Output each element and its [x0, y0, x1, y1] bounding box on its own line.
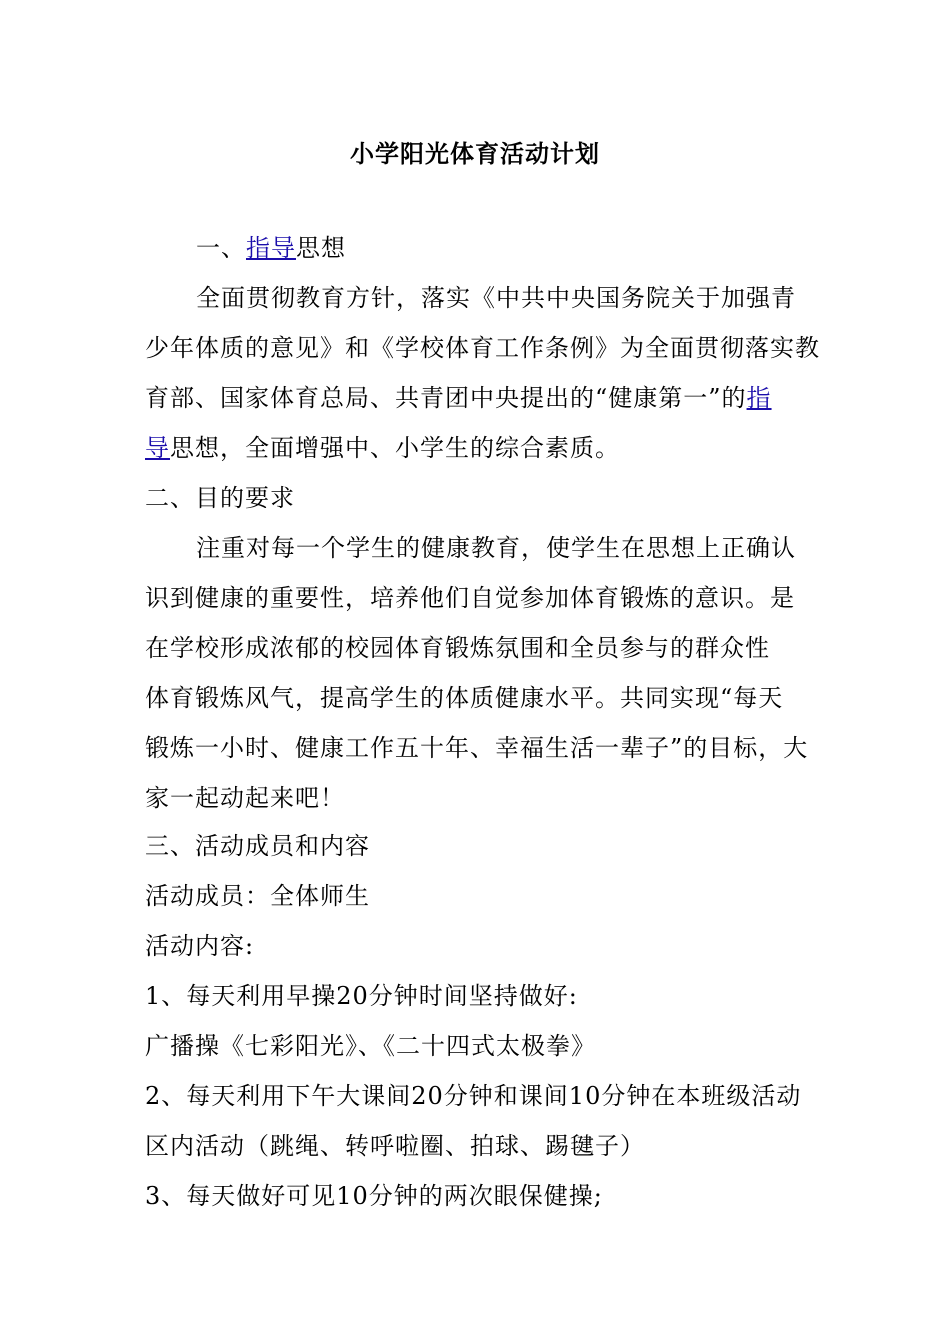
paragraph-line: [145, 382, 815, 414]
paragraph-line: 家一起动起来吧！: [145, 784, 345, 812]
list-item: 区内活动（跳绳、转呼啦圈、拍球、踢毽子）: [145, 1132, 645, 1160]
paragraph-line: 体育锻炼风气，提高学生的体质健康水平。共同实现“每天: [145, 684, 784, 712]
section-heading-text: 思想: [296, 234, 346, 262]
list-item: 2、每天利用下午大课间20分钟和课间10分钟在本班级活动: [145, 1082, 802, 1110]
section-number: 一、: [196, 234, 246, 262]
paragraph-line: 锻炼一小时、健康工作五十年、幸福生活一辈子”的目标，大: [145, 734, 809, 762]
guidance-link[interactable]: 指导: [246, 234, 296, 262]
list-item: 1、每天利用早操20分钟时间坚持做好:: [145, 982, 578, 1010]
paragraph-line: [145, 432, 815, 464]
guidance-link[interactable]: 指: [746, 384, 772, 412]
paragraph-text: 思想，全面增强中、小学生的综合素质。: [170, 434, 620, 462]
paragraph-line: 注重对每一个学生的健康教育，使学生在思想上正确认: [196, 534, 796, 562]
section-heading-members-content: 三、活动成员和内容: [145, 832, 370, 860]
paragraph-line: 识到健康的重要性，培养他们自觉参加体育锻炼的意识。是: [145, 584, 795, 612]
list-item: 3、每天做好可见10分钟的两次眼保健操;: [145, 1182, 603, 1210]
paragraph-text: 育部、国家体育总局、共青团中央提出的“健康第一”的: [145, 384, 747, 412]
paragraph-line: 在学校形成浓郁的校园体育锻炼氛围和全员参与的群众性: [145, 634, 770, 662]
content-label: 活动内容:: [145, 932, 255, 960]
members-line: 活动成员：全体师生: [145, 882, 370, 910]
paragraph-line: 全面贯彻教育方针，落实《中共中央国务院关于加强青: [196, 284, 796, 312]
paragraph-line: 少年体质的意见》和《学校体育工作条例》为全面贯彻落实教: [145, 334, 820, 362]
list-item: 广播操《七彩阳光》、《二十四式太极拳》: [145, 1032, 596, 1060]
section-heading-goals: 二、目的要求: [145, 484, 295, 512]
section-heading-guiding-thought: [196, 232, 866, 264]
guidance-link[interactable]: 导: [145, 434, 170, 462]
document-title: 小学阳光体育活动计划: [350, 140, 600, 168]
